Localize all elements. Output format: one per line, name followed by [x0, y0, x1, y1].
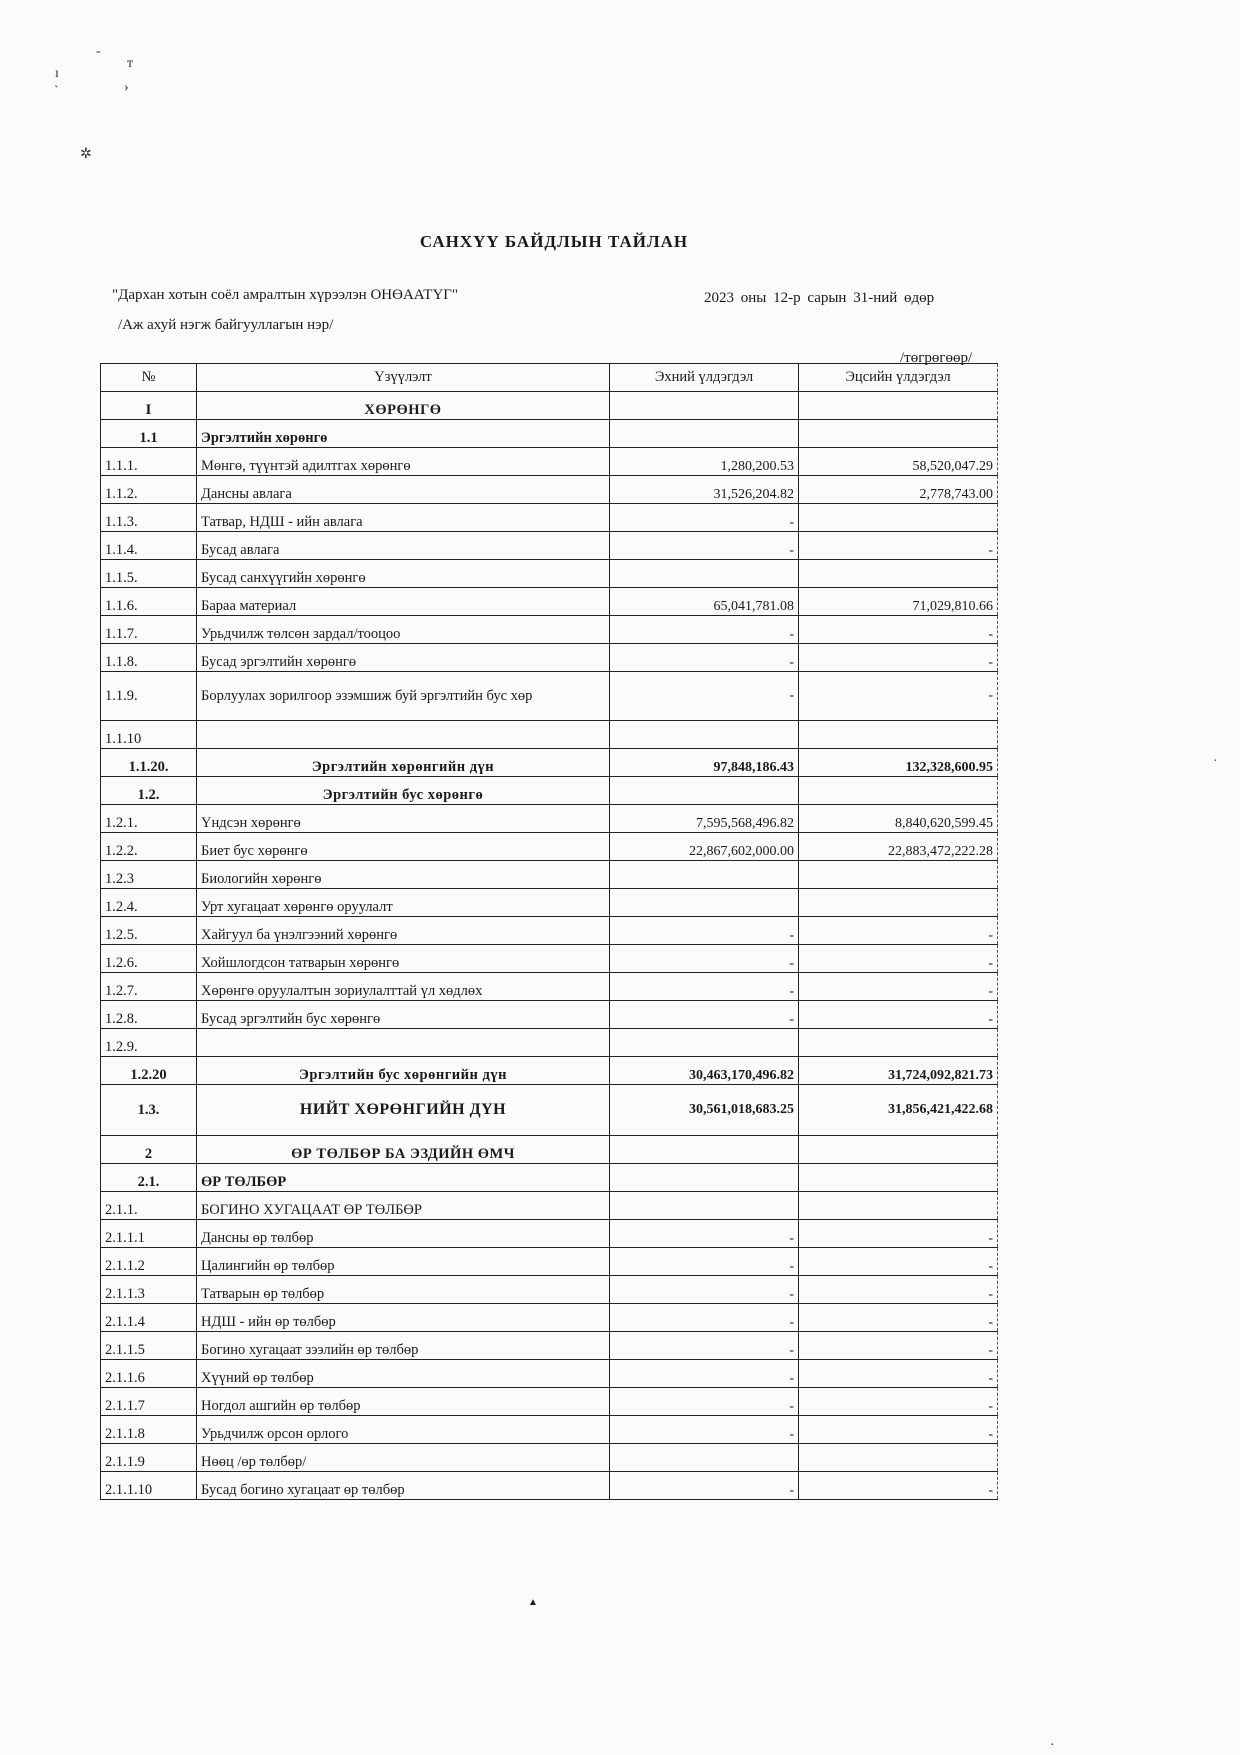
- end-balance: -: [799, 1360, 998, 1388]
- row-label: Богино хугацаат зээлийн өр төлбөр: [197, 1332, 610, 1360]
- row-number: 2: [101, 1136, 197, 1164]
- row-label: НИЙТ ХӨРӨНГИЙН ДҮН: [197, 1085, 610, 1136]
- table-row: [101, 1332, 998, 1360]
- start-balance: -: [610, 644, 799, 672]
- start-balance: -: [610, 945, 799, 973]
- row-label: Эргэлтийн хөрөнгө: [197, 420, 610, 448]
- row-number: 2.1.1.9: [101, 1444, 197, 1472]
- row-label: Эргэлтийн хөрөнгийн дүн: [197, 749, 610, 777]
- row-label: Урьдчилж төлсөн зардал/тооцоо: [197, 616, 610, 644]
- end-balance: -: [799, 672, 998, 721]
- row-label: Цалингийн өр төлбөр: [197, 1248, 610, 1276]
- start-balance: [610, 420, 799, 448]
- start-balance: -: [610, 1472, 799, 1500]
- row-label: Дансны авлага: [197, 476, 610, 504]
- table-row: [101, 1136, 998, 1164]
- end-balance: [799, 392, 998, 420]
- table-row: [101, 504, 998, 532]
- start-balance: 30,561,018,683.25: [610, 1085, 799, 1136]
- end-balance: 8,840,620,599.45: [799, 805, 998, 833]
- table-row: [101, 1276, 998, 1304]
- header-start-balance: Эхний үлдэгдэл: [610, 364, 799, 392]
- row-label: Бусад богино хугацаат өр төлбөр: [197, 1472, 610, 1500]
- row-label: ХӨРӨНГӨ: [197, 392, 610, 420]
- row-number: 1.1.8.: [101, 644, 197, 672]
- row-number: 2.1.1.1: [101, 1220, 197, 1248]
- table-row: [101, 1444, 998, 1472]
- row-number: 2.1.1.6: [101, 1360, 197, 1388]
- table-row: [101, 532, 998, 560]
- start-balance: -: [610, 1332, 799, 1360]
- end-balance: -: [799, 945, 998, 973]
- end-balance: 31,724,092,821.73: [799, 1057, 998, 1085]
- row-label: Бусад авлага: [197, 532, 610, 560]
- row-number: 2.1.1.4: [101, 1304, 197, 1332]
- end-balance: -: [799, 532, 998, 560]
- row-number: 2.1.1.2: [101, 1248, 197, 1276]
- row-number: 1.1.20.: [101, 749, 197, 777]
- row-label: Хөрөнгө оруулалтын зориулалттай үл хөдлөх: [197, 973, 610, 1001]
- row-label: Эргэлтийн бус хөрөнгө: [197, 777, 610, 805]
- end-balance: [799, 504, 998, 532]
- end-balance: [799, 721, 998, 749]
- end-balance: 71,029,810.66: [799, 588, 998, 616]
- start-balance: 97,848,186.43: [610, 749, 799, 777]
- row-number: 2.1.1.3: [101, 1276, 197, 1304]
- table-row: [101, 392, 998, 420]
- row-label: Бараа материал: [197, 588, 610, 616]
- row-number: 1.2.5.: [101, 917, 197, 945]
- row-number: I: [101, 392, 197, 420]
- row-label: Хойшлогдсон татварын хөрөнгө: [197, 945, 610, 973]
- start-balance: -: [610, 1001, 799, 1029]
- row-label: Татвар, НДШ - ийн авлага: [197, 504, 610, 532]
- end-balance: -: [799, 1332, 998, 1360]
- row-label: Хайгуул ба үнэлгээний хөрөнгө: [197, 917, 610, 945]
- table-row: [101, 672, 998, 721]
- table-row: [101, 1001, 998, 1029]
- row-label: [197, 1029, 610, 1057]
- row-label: НДШ - ийн өр төлбөр: [197, 1304, 610, 1332]
- row-number: 1.1.4.: [101, 532, 197, 560]
- start-balance: [610, 889, 799, 917]
- start-balance: [610, 1136, 799, 1164]
- row-label: БОГИНО ХУГАЦААТ ӨР ТӨЛБӨР: [197, 1192, 610, 1220]
- start-balance: 30,463,170,496.82: [610, 1057, 799, 1085]
- end-balance: -: [799, 1248, 998, 1276]
- row-number: 1.2.8.: [101, 1001, 197, 1029]
- table-row: [101, 1304, 998, 1332]
- start-balance: 65,041,781.08: [610, 588, 799, 616]
- end-balance: [799, 861, 998, 889]
- end-balance: [799, 1192, 998, 1220]
- row-label: ӨР ТӨЛБӨР: [197, 1164, 610, 1192]
- table-row: [101, 1472, 998, 1500]
- table-row: [101, 1220, 998, 1248]
- table-row: [101, 560, 998, 588]
- end-balance: [799, 1029, 998, 1057]
- row-label: Биологийн хөрөнгө: [197, 861, 610, 889]
- row-number: 1.2.4.: [101, 889, 197, 917]
- report-title: САНХҮҮ БАЙДЛЫН ТАЙЛАН: [419, 232, 689, 251]
- start-balance: -: [610, 1220, 799, 1248]
- row-label: Нөөц /өр төлбөр/: [197, 1444, 610, 1472]
- table-row: [101, 1248, 998, 1276]
- start-balance: 22,867,602,000.00: [610, 833, 799, 861]
- row-label: Бусад эргэлтийн бус хөрөнгө: [197, 1001, 610, 1029]
- table-row: [101, 721, 998, 749]
- end-balance: -: [799, 644, 998, 672]
- end-balance: -: [799, 1472, 998, 1500]
- start-balance: -: [610, 616, 799, 644]
- row-number: 2.1.1.8: [101, 1416, 197, 1444]
- start-balance: -: [610, 917, 799, 945]
- table-row: [101, 861, 998, 889]
- start-balance: [610, 1164, 799, 1192]
- row-number: 1.2.2.: [101, 833, 197, 861]
- row-label: Хүүний өр төлбөр: [197, 1360, 610, 1388]
- organization-note: /Аж ахуй нэгж байгууллагын нэр/: [118, 317, 334, 333]
- start-balance: -: [610, 1276, 799, 1304]
- start-balance: -: [610, 973, 799, 1001]
- table-row: [101, 833, 998, 861]
- row-label: Дансны өр төлбөр: [197, 1220, 610, 1248]
- row-number: 2.1.1.7: [101, 1388, 197, 1416]
- end-balance: -: [799, 973, 998, 1001]
- end-balance: 132,328,600.95: [799, 749, 998, 777]
- table-row: [101, 644, 998, 672]
- row-label: Үндсэн хөрөнгө: [197, 805, 610, 833]
- table-row: [101, 420, 998, 448]
- table-row: [101, 1164, 998, 1192]
- end-balance: [799, 560, 998, 588]
- row-number: 1.1.9.: [101, 672, 197, 721]
- row-label: Татварын өр төлбөр: [197, 1276, 610, 1304]
- row-number: 1.1.1.: [101, 448, 197, 476]
- start-balance: -: [610, 1304, 799, 1332]
- row-number: 1.2.7.: [101, 973, 197, 1001]
- start-balance: -: [610, 1416, 799, 1444]
- header-no: №: [101, 364, 197, 392]
- row-label: Ногдол ашгийн өр төлбөр: [197, 1388, 610, 1416]
- row-number: 1.2.20: [101, 1057, 197, 1085]
- end-balance: -: [799, 616, 998, 644]
- row-label: ӨР ТӨЛБӨР БА ЭЗДИЙН ӨМЧ: [197, 1136, 610, 1164]
- end-balance: -: [799, 917, 998, 945]
- row-number: 1.1.2.: [101, 476, 197, 504]
- report-date: 2023 оны 12-р сарын 31-ний өдөр: [704, 290, 935, 306]
- table-row: [101, 1085, 998, 1136]
- start-balance: [610, 861, 799, 889]
- row-number: 1.1: [101, 420, 197, 448]
- table-row: [101, 1388, 998, 1416]
- page-mark: ▲: [528, 1597, 538, 1608]
- start-balance: -: [610, 532, 799, 560]
- end-balance: 31,856,421,422.68: [799, 1085, 998, 1136]
- table-row: [101, 917, 998, 945]
- table-row: [101, 1057, 998, 1085]
- row-label: Урт хугацаат хөрөнгө оруулалт: [197, 889, 610, 917]
- table-row: [101, 1029, 998, 1057]
- table-row: [101, 476, 998, 504]
- end-balance: [799, 889, 998, 917]
- row-number: 1.3.: [101, 1085, 197, 1136]
- row-number: 1.2.3: [101, 861, 197, 889]
- end-balance: 2,778,743.00: [799, 476, 998, 504]
- row-number: 1.1.6.: [101, 588, 197, 616]
- start-balance: [610, 1192, 799, 1220]
- end-balance: -: [799, 1220, 998, 1248]
- organization-name: "Дархан хотын соёл амралтын хүрээлэн ОНӨААТҮГ": [112, 287, 459, 303]
- row-number: 1.2.: [101, 777, 197, 805]
- end-balance: -: [799, 1304, 998, 1332]
- start-balance: -: [610, 1248, 799, 1276]
- header-end-balance: Эцсийн үлдэгдэл: [799, 364, 998, 392]
- end-balance: -: [799, 1416, 998, 1444]
- start-balance: [610, 392, 799, 420]
- table-row: [101, 588, 998, 616]
- row-number: 2.1.1.: [101, 1192, 197, 1220]
- start-balance: [610, 560, 799, 588]
- row-label: Урьдчилж орсон орлого: [197, 1416, 610, 1444]
- end-balance: [799, 1164, 998, 1192]
- row-number: 2.1.: [101, 1164, 197, 1192]
- row-label: Бусад эргэлтийн хөрөнгө: [197, 644, 610, 672]
- row-number: 1.2.6.: [101, 945, 197, 973]
- row-label: Биет бус хөрөнгө: [197, 833, 610, 861]
- end-balance: -: [799, 1001, 998, 1029]
- start-balance: [610, 777, 799, 805]
- table-row: [101, 749, 998, 777]
- start-balance: -: [610, 1388, 799, 1416]
- row-label: Эргэлтийн бус хөрөнгийн дүн: [197, 1057, 610, 1085]
- table-row: [101, 1416, 998, 1444]
- start-balance: [610, 1029, 799, 1057]
- row-label: Мөнгө, түүнтэй адилтгах хөрөнгө: [197, 448, 610, 476]
- row-number: 1.1.5.: [101, 560, 197, 588]
- end-balance: [799, 777, 998, 805]
- row-number: 2.1.1.5: [101, 1332, 197, 1360]
- start-balance: [610, 721, 799, 749]
- end-balance: [799, 1136, 998, 1164]
- table-row: [101, 616, 998, 644]
- start-balance: 31,526,204.82: [610, 476, 799, 504]
- end-balance: -: [799, 1276, 998, 1304]
- table-row: [101, 973, 998, 1001]
- row-number: 1.1.10: [101, 721, 197, 749]
- end-balance: -: [799, 1388, 998, 1416]
- table-row: [101, 1360, 998, 1388]
- start-balance: 1,280,200.53: [610, 448, 799, 476]
- table-row: [101, 889, 998, 917]
- table-body: [101, 392, 998, 1500]
- row-label: Бусад санхүүгийн хөрөнгө: [197, 560, 610, 588]
- row-number: 1.2.9.: [101, 1029, 197, 1057]
- end-balance: 58,520,047.29: [799, 448, 998, 476]
- start-balance: -: [610, 1360, 799, 1388]
- start-balance: -: [610, 504, 799, 532]
- row-number: 1.1.7.: [101, 616, 197, 644]
- table-header-row: [101, 364, 998, 392]
- row-label: Борлуулах зорилгоор эзэмшиж буй эргэлтийн бус хөр: [197, 672, 610, 721]
- row-number: 1.2.1.: [101, 805, 197, 833]
- row-number: 2.1.1.10: [101, 1472, 197, 1500]
- row-number: 1.1.3.: [101, 504, 197, 532]
- table-row: [101, 945, 998, 973]
- table-row: [101, 777, 998, 805]
- start-balance: -: [610, 672, 799, 721]
- currency-unit: /төгрөгөөр/: [900, 350, 973, 366]
- balance-sheet-table: [100, 363, 998, 1500]
- start-balance: [610, 1444, 799, 1472]
- end-balance: [799, 1444, 998, 1472]
- table-row: [101, 805, 998, 833]
- table-row: [101, 1192, 998, 1220]
- end-balance: [799, 420, 998, 448]
- start-balance: 7,595,568,496.82: [610, 805, 799, 833]
- table-row: [101, 448, 998, 476]
- row-label: [197, 721, 610, 749]
- end-balance: 22,883,472,222.28: [799, 833, 998, 861]
- header-indicator: Үзүүлэлт: [197, 364, 610, 392]
